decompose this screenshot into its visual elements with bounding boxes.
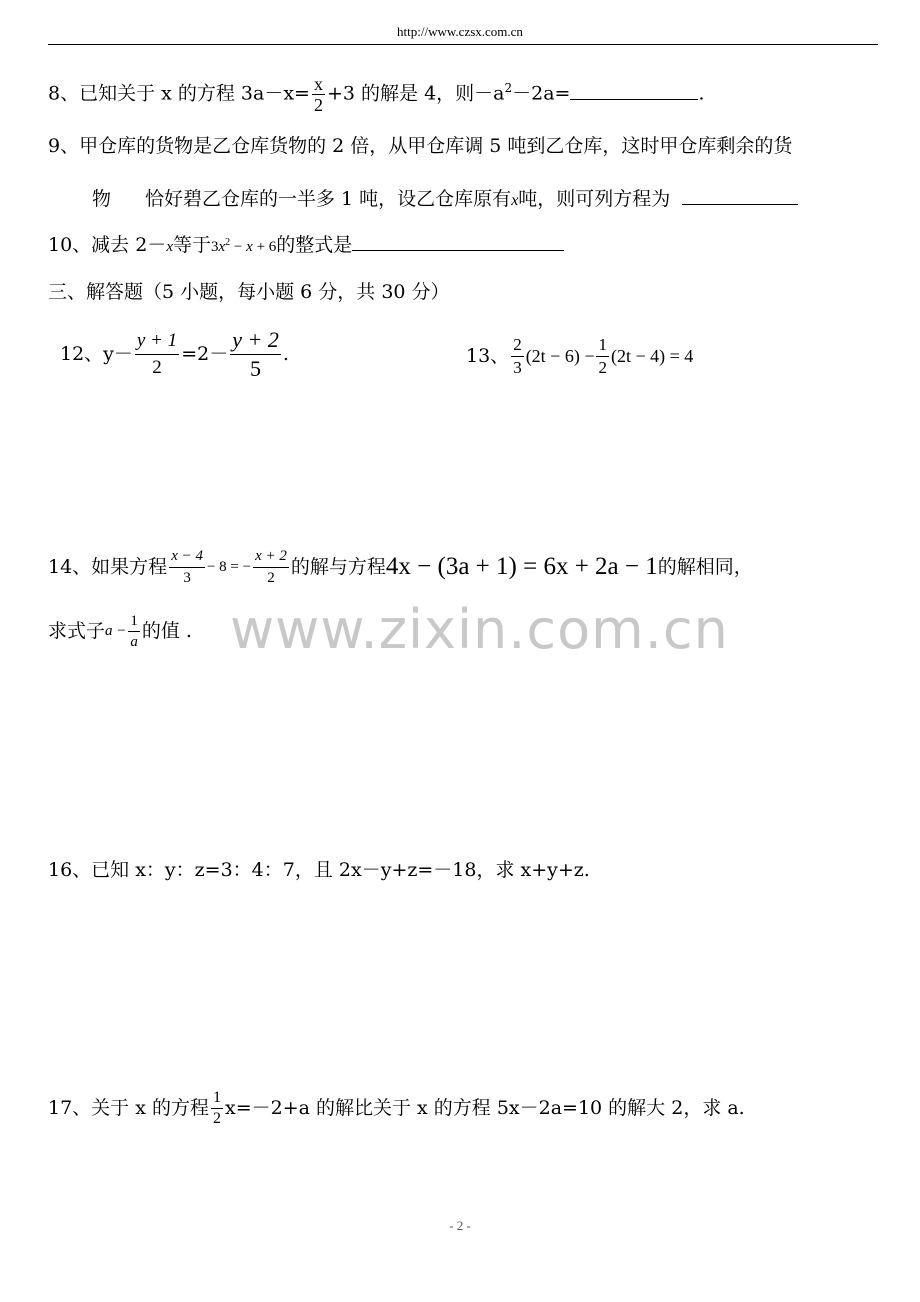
- question-9-line-1: 9、甲仓库的货物是乙仓库货物的 2 倍，从甲仓库调 5 吨到乙仓库，这时甲仓库剩余的货: [48, 135, 793, 157]
- section-3-title: 三、解答题（5 小题，每小题 6 分，共 30 分）: [48, 281, 450, 303]
- q9-word-wu: 物: [92, 188, 112, 210]
- q12-fraction-1: $\frac{y + 1}{2}$: [136, 329, 178, 378]
- question-16: 16、已知 x：y：z=3：4：7，且 2x－y+z=－18，求 x+y+z.: [48, 859, 590, 881]
- q12-mid: =2－: [181, 343, 229, 365]
- header-url: http://www.czsx.com.cn: [397, 24, 523, 39]
- q8-end: .: [698, 82, 705, 105]
- q10-answer-blank[interactable]: [352, 230, 564, 251]
- q14-line2-prefix: 求式子: [48, 620, 106, 642]
- q10-suffix: 的整式是: [276, 234, 353, 256]
- q9-var-x: x: [511, 192, 519, 209]
- page-number: - 2 -: [449, 1218, 471, 1233]
- q14-fraction-3: $\frac{1}{a}$: [130, 612, 138, 650]
- watermark: www.zixin.com.cn: [230, 598, 729, 661]
- question-14-line-2: [48, 606, 192, 656]
- q12-label: 12、y－: [60, 343, 133, 365]
- q9-text-end: 吨，则可列方程为: [518, 188, 671, 210]
- question-9-line-2: [92, 184, 878, 213]
- question-10: [48, 230, 564, 259]
- q10-expression: $3x^2 - x + 6$: [211, 237, 277, 255]
- q14-fraction-1: $\frac{x - 4}{3}$: [171, 547, 203, 586]
- q8-tail: －2a=: [512, 82, 571, 105]
- q12-fraction-2: $\frac{y + 2}{5}$: [232, 326, 279, 381]
- q9-text: 恰好碧乙仓库的一半多 1 吨，设乙仓库原有: [145, 188, 512, 210]
- q8-answer-blank[interactable]: [570, 79, 698, 100]
- q17-fraction: $\frac{1}{2}$: [212, 1088, 221, 1127]
- q17-suffix: x=－2+a 的解比关于 x 的方程 5x－2a=10 的解大 2，求 a.: [224, 1097, 745, 1119]
- question-13: [466, 326, 693, 386]
- q13-part-1: (2t − 6) −: [525, 346, 595, 366]
- q14-mid-1: − 8 = −: [206, 559, 252, 575]
- q14-label: 14、如果方程: [48, 556, 168, 578]
- q8-prefix: 8、已知关于 x 的方程 3a－x=: [48, 82, 310, 105]
- question-12: [60, 324, 289, 384]
- q10-mid: 等于: [172, 234, 211, 256]
- q8-exponent: 2: [504, 81, 513, 96]
- q17-prefix: 17、关于 x 的方程: [48, 1097, 209, 1119]
- question-17: [48, 1086, 745, 1130]
- q10-var-x: x: [166, 239, 173, 255]
- q8-fraction: [312, 74, 325, 115]
- q8-mid: +3 的解是 4，则－a: [326, 82, 505, 105]
- q14-expr: a −: [105, 623, 127, 639]
- q13-label: 13、: [466, 345, 510, 367]
- header-divider: [48, 44, 878, 45]
- q10-prefix: 10、减去 2－: [48, 234, 167, 256]
- question-8: [48, 74, 705, 115]
- q13-fraction-1: $\frac{2}{3}$: [513, 334, 522, 377]
- q9-answer-blank[interactable]: [682, 184, 798, 205]
- q14-line2-suffix: 的值 .: [141, 620, 192, 642]
- q13-part-2: (2t − 4) = 4: [610, 346, 694, 366]
- q13-fraction-2: $\frac{1}{2}$: [598, 334, 607, 377]
- q14-fraction-2: $\frac{x + 2}{2}$: [255, 547, 287, 586]
- question-14-line-1: [48, 540, 753, 594]
- q8-frac-num: x: [313, 74, 323, 94]
- q8-frac-den: 2: [313, 95, 323, 115]
- q12-end: .: [282, 343, 289, 365]
- q14-mid-2: 的解与方程: [290, 556, 386, 578]
- q14-tail: 的解相同，: [657, 556, 753, 578]
- q14-equation: 4x − (3a + 1) = 6x + 2a − 1: [385, 553, 658, 580]
